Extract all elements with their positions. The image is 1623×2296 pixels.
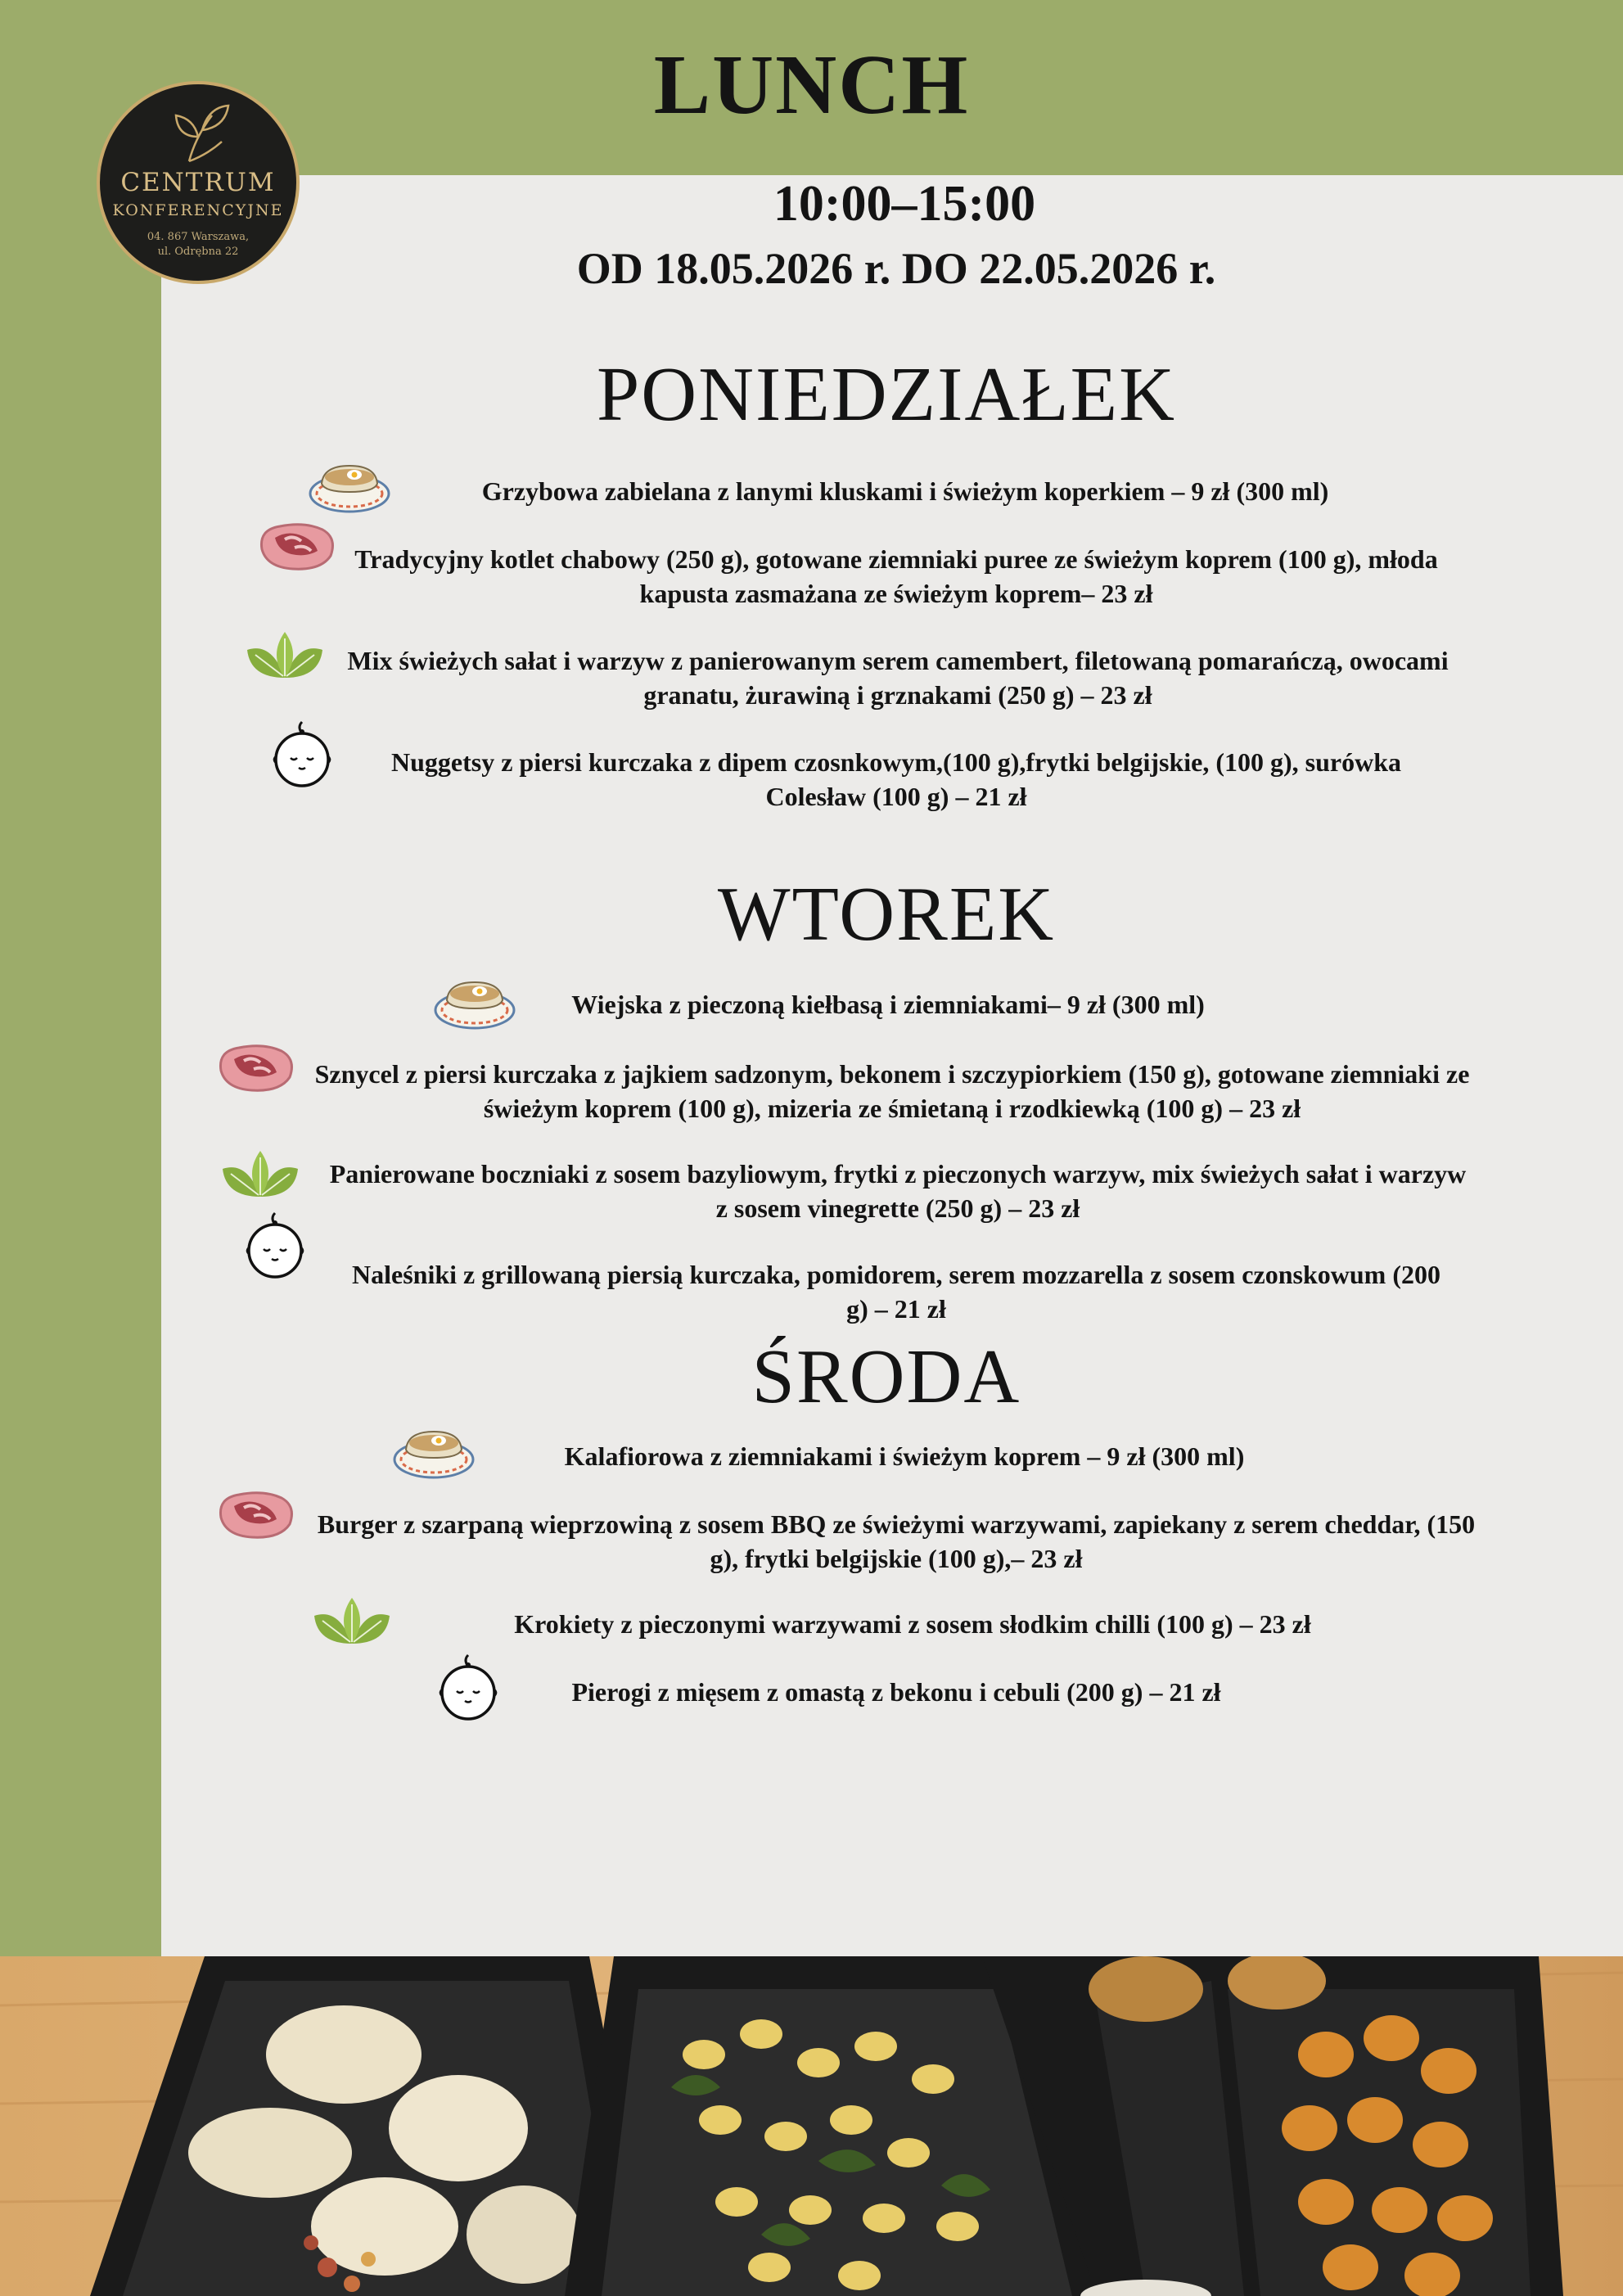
menu-item: Naleśniki z grillowaną piersią kurczaka, pomidorem, serem mozzarella z sosem czonskowum (200 g) – 21 zł bbox=[352, 1260, 1440, 1324]
food-photo-image bbox=[0, 1956, 1623, 2296]
menu-item: Kalafiorowa z ziemniakami i świeżym koprem – 9 zł (300 ml) bbox=[564, 1441, 1245, 1471]
food-photo bbox=[0, 1956, 1623, 2296]
meat-icon bbox=[255, 520, 337, 574]
leaf-icon bbox=[219, 1149, 301, 1200]
soup-icon bbox=[434, 977, 516, 1033]
logo-name-line1: CENTRUM bbox=[120, 168, 276, 197]
meat-icon bbox=[214, 1041, 296, 1095]
baby-icon bbox=[242, 1211, 308, 1282]
menu-item: Mix świeżych sałat i warzyw z panierowanym serem camembert, filetowaną pomarańczą, owocami granatu, żurawiną i grznakami (250 g) – 23 zł bbox=[347, 646, 1449, 710]
date-range: OD 18.05.2026 r. DO 22.05.2026 r. bbox=[576, 244, 1216, 293]
day-heading-wednesday: ŚRODA bbox=[751, 1334, 1021, 1419]
opening-hours: 10:00–15:00 bbox=[773, 176, 1036, 232]
sprig-icon bbox=[171, 104, 232, 163]
menu-item: Wiejska z pieczoną kiełbasą i ziemniakami– 9 zł (300 ml) bbox=[571, 990, 1205, 1019]
baby-icon bbox=[269, 720, 335, 791]
menu-item: Pierogi z mięsem z omastą z bekonu i cebuli (200 g) – 21 zł bbox=[571, 1677, 1221, 1707]
menu-item: Grzybowa zabielana z lanymi kluskami i świeżym koperkiem – 9 zł (300 ml) bbox=[481, 476, 1329, 506]
menu-item: Krokiety z pieczonymi warzywami z sosem słodkim chilli (100 g) – 23 zł bbox=[514, 1609, 1311, 1639]
soup-icon bbox=[393, 1427, 475, 1482]
day-heading-monday: PONIEDZIAŁEK bbox=[597, 352, 1176, 437]
menu-item: Burger z szarpaną wieprzowiną z sosem BBQ ze świeżymi warzywami, zapiekany z serem cheddar, (150 g), frytki belgijskie (100 g),– 23 zł bbox=[317, 1509, 1476, 1573]
page-title: LUNCH bbox=[653, 38, 970, 132]
menu-item: Tradycyjny kotlet chabowy (250 g), gotowane ziemniaki puree ze świeżym koprem (100 g), młoda kapusta zasmażana ze świeżym koprem– 23 zł bbox=[354, 544, 1438, 608]
menu-item: Panierowane boczniaki z sosem bazyliowym, frytki z pieczonych warzyw, mix świeżych sałat i warzyw z sosem vinegrette (250 g) – 23 zł bbox=[329, 1159, 1467, 1223]
leaf-icon bbox=[244, 630, 326, 681]
soup-icon bbox=[309, 461, 390, 516]
baby-icon bbox=[435, 1653, 501, 1724]
leaf-icon bbox=[311, 1596, 393, 1647]
meat-icon bbox=[214, 1488, 296, 1542]
logo-address-line2: ul. Odrębna 22 bbox=[157, 246, 239, 258]
logo-name-line2: KONFERENCYJNE bbox=[112, 201, 284, 219]
logo-address bbox=[100, 230, 296, 259]
menu-item: Nuggetsy z piersi kurczaka z dipem czosnkowym,(100 g),frytki belgijskie, (100 g), surówka Colesław (100 g) – 21 zł bbox=[390, 747, 1401, 811]
logo bbox=[97, 81, 300, 284]
logo-address-line1: 04. 867 Warszawa, bbox=[147, 231, 250, 243]
menu-item: Sznycel z piersi kurczaka z jajkiem sadzonym, bekonem i szczypiorkiem (150 g), gotowane ziemniaki ze świeżym koprem (100 g), mizeria ze śmietaną i rzodkiewką (100 g) – 23 zł bbox=[314, 1059, 1470, 1123]
day-heading-tuesday: WTOREK bbox=[717, 872, 1056, 957]
